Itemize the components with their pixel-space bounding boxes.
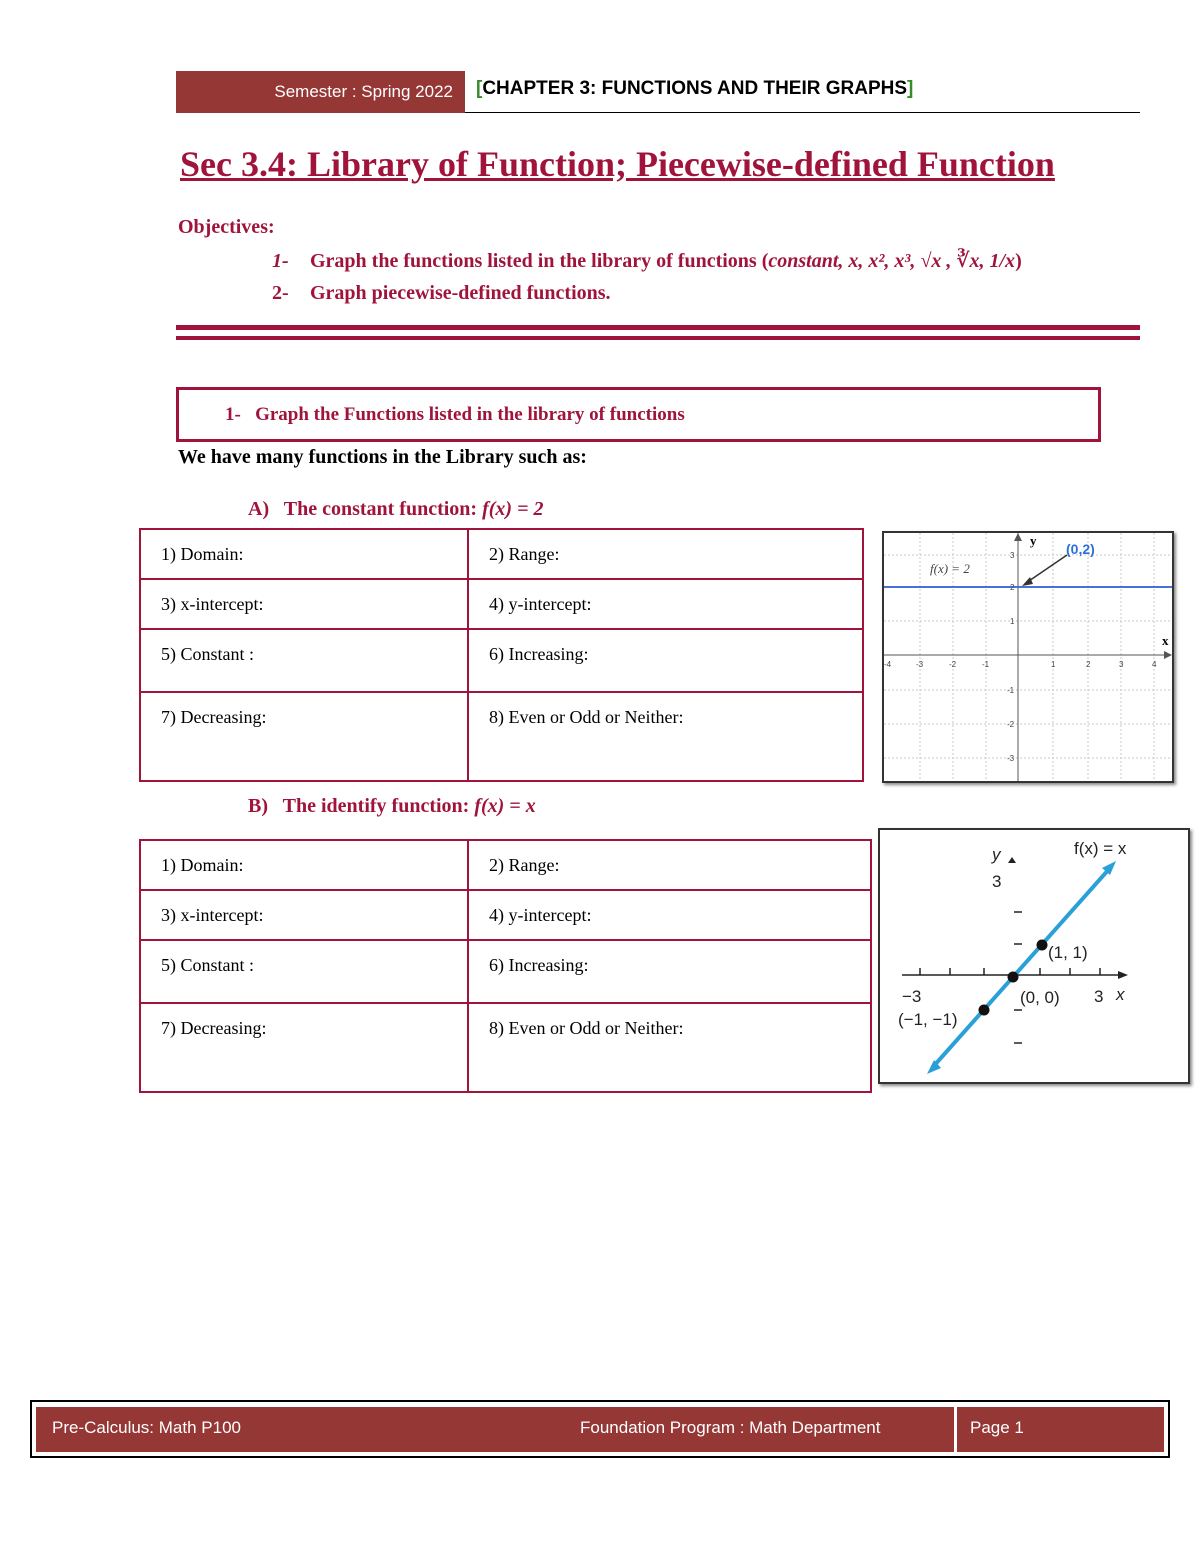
ytick: -2 bbox=[1007, 720, 1015, 729]
objectives-heading: Objectives: bbox=[178, 216, 275, 238]
line-f-equals-x bbox=[932, 868, 1110, 1068]
header-divider bbox=[465, 112, 1140, 113]
label-x-axis: x bbox=[1162, 633, 1169, 648]
ytick: 2 bbox=[1010, 583, 1015, 592]
section-heading-box bbox=[176, 387, 1101, 442]
constant-graph-svg bbox=[884, 533, 1172, 781]
part-a-formula: f(x) = 2 bbox=[482, 498, 544, 520]
semester-banner bbox=[176, 71, 465, 113]
footer-page-number: Page 1 bbox=[970, 1418, 1024, 1437]
objective-2: 2- Graph piecewise-defined functions. bbox=[272, 282, 611, 304]
constant-function-table bbox=[139, 528, 864, 782]
footer-separator bbox=[954, 1407, 957, 1452]
grid bbox=[884, 533, 1172, 781]
arrow-line bbox=[1026, 555, 1067, 583]
constant-function-graph bbox=[882, 531, 1174, 783]
ytick: 1 bbox=[1010, 617, 1015, 626]
part-b-heading: B) The identify function: f(x) = x bbox=[248, 795, 536, 817]
cell-y-intercept: 4) y-intercept: bbox=[468, 890, 871, 940]
chapter-label: CHAPTER 3: FUNCTIONS AND THEIR GRAPHS bbox=[482, 78, 908, 99]
xtick: 4 bbox=[1152, 660, 1157, 669]
y-tick-labels bbox=[1007, 551, 1015, 763]
xtick: -2 bbox=[949, 660, 957, 669]
x-tick-labels bbox=[884, 660, 1157, 669]
label-point-1-1: (1, 1) bbox=[1048, 943, 1088, 962]
identity-function-graph bbox=[878, 828, 1190, 1084]
label-y-axis: y bbox=[992, 845, 1001, 864]
chapter-title: [CHAPTER 3: FUNCTIONS AND THEIR GRAPHS] bbox=[476, 78, 914, 99]
cell-y-intercept: 4) y-intercept: bbox=[468, 579, 863, 629]
ytick: -3 bbox=[1007, 754, 1015, 763]
label-y-axis: y bbox=[1030, 533, 1037, 548]
footer-course: Pre-Calculus: Math P100 bbox=[52, 1418, 241, 1437]
objective-1-math: constant, x, x², x³, √x , ∛x, 1/x bbox=[768, 250, 1016, 272]
label-point-0-2: (0,2) bbox=[1066, 541, 1095, 557]
page-title: Sec 3.4: Library of Function; Piecewise-defined Function bbox=[180, 144, 1055, 184]
label-point-neg1-neg1: (−1, −1) bbox=[898, 1010, 958, 1029]
semester-label: Semester : Spring 2022 bbox=[274, 82, 453, 101]
point-1-1 bbox=[1037, 940, 1048, 951]
ytick: -1 bbox=[1007, 686, 1015, 695]
cell-even-odd: 8) Even or Odd or Neither: bbox=[468, 1003, 871, 1092]
intro-text: We have many functions in the Library such as: bbox=[178, 446, 587, 468]
xtick: -1 bbox=[982, 660, 990, 669]
cell-domain: 1) Domain: bbox=[140, 840, 468, 890]
label-y-3: 3 bbox=[992, 872, 1002, 891]
arrow-head bbox=[1022, 577, 1033, 586]
section-heading: 1- Graph the Functions listed in the library of functions bbox=[225, 403, 685, 425]
xtick: 1 bbox=[1051, 660, 1056, 669]
cell-x-intercept: 3) x-intercept: bbox=[140, 579, 468, 629]
cell-constant: 5) Constant : bbox=[140, 940, 468, 1003]
point-0-0 bbox=[1008, 972, 1019, 983]
point-neg1-neg1 bbox=[979, 1005, 990, 1016]
xtick: -4 bbox=[884, 660, 892, 669]
label-x-axis: x bbox=[1116, 985, 1125, 1004]
cell-increasing: 6) Increasing: bbox=[468, 629, 863, 692]
label-x-neg3: −3 bbox=[902, 987, 922, 1006]
footer-department: Foundation Program : Math Department bbox=[580, 1418, 881, 1437]
cell-range: 2) Range: bbox=[468, 529, 863, 579]
identity-function-table bbox=[139, 839, 872, 1093]
cell-even-odd: 8) Even or Odd or Neither: bbox=[468, 692, 863, 781]
xtick: 2 bbox=[1086, 660, 1091, 669]
identity-graph-svg bbox=[880, 830, 1188, 1082]
part-b-formula: f(x) = x bbox=[474, 795, 536, 817]
label-point-0-0: (0, 0) bbox=[1020, 988, 1060, 1007]
cell-x-intercept: 3) x-intercept: bbox=[140, 890, 468, 940]
label-f-of-x: f(x) = x bbox=[1074, 839, 1127, 858]
cell-range: 2) Range: bbox=[468, 840, 871, 890]
cell-decreasing: 7) Decreasing: bbox=[140, 1003, 468, 1092]
objective-1: 1- Graph the functions listed in the library of functions (constant, x, x², x³, √x , ∛x, 1/x) bbox=[272, 250, 1022, 272]
xtick: 3 bbox=[1119, 660, 1124, 669]
label-f-of-x: f(x) = 2 bbox=[930, 561, 970, 576]
part-a-heading: A) The constant function: f(x) = 2 bbox=[248, 498, 544, 520]
label-x-3: 3 bbox=[1094, 987, 1104, 1006]
cell-decreasing: 7) Decreasing: bbox=[140, 692, 468, 781]
cell-domain: 1) Domain: bbox=[140, 529, 468, 579]
xtick: -3 bbox=[916, 660, 924, 669]
cell-increasing: 6) Increasing: bbox=[468, 940, 871, 1003]
ytick: 3 bbox=[1010, 551, 1015, 560]
double-rule-top bbox=[176, 325, 1140, 330]
cell-constant: 5) Constant : bbox=[140, 629, 468, 692]
double-rule-bottom bbox=[176, 336, 1140, 340]
